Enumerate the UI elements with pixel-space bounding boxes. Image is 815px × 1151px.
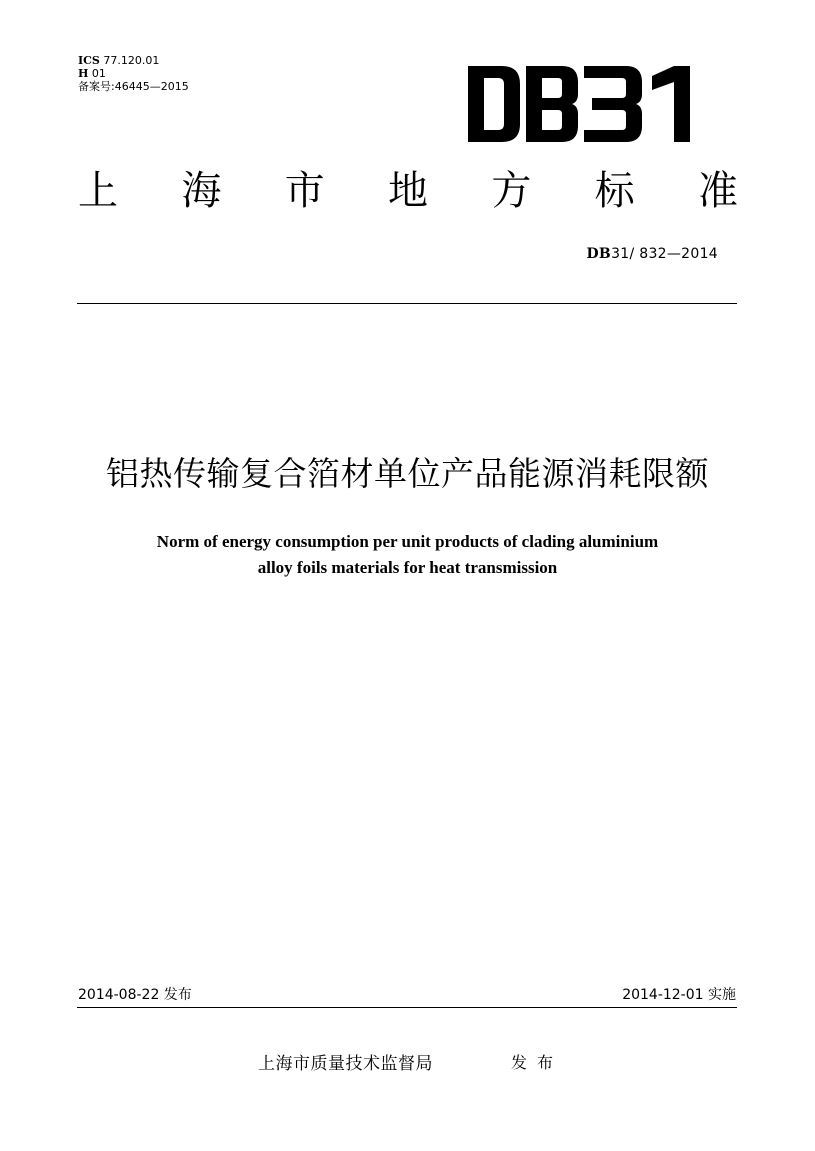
standard-type-char: 上 [78,168,118,214]
record-value: :46445—2015 [111,80,189,93]
class-code: 01 [91,67,106,80]
standard-type-char: 标 [594,168,635,214]
chinese-title: 铝热传输复合箔材单位产品能源消耗限额 [106,454,709,493]
publisher-name: 上海市质量技术监督局 [258,1054,433,1074]
english-title-line-1: Norm of energy consumption per unit products of clading aluminium [156,532,659,551]
record-line [78,80,189,93]
issue-date: 2014-08-22 发布 [78,987,192,1003]
standard-type-char: 方 [491,168,532,214]
implementation-date: 2014-12-01 实施 [622,987,736,1003]
logo-letter-b [526,66,578,142]
standard-number-rest: 31/ 832—2014 [611,246,718,262]
header-meta [78,54,189,93]
ics-label: ICS [78,54,100,67]
top-divider [77,303,737,304]
english-title-line-2: alloy foils materials for heat transmission [257,558,558,577]
standard-type-char: 海 [181,168,222,214]
publish-word: 发布 [511,1053,564,1072]
class-line [78,67,189,80]
standard-type-char: 准 [697,168,738,214]
bottom-divider [77,1007,737,1008]
logo-digit-1 [652,66,690,142]
db31-logo [468,66,692,142]
logo-letter-d [468,66,520,142]
standard-type-heading [78,166,738,216]
ics-code: 77.120.01 [103,54,160,67]
standard-type-char: 地 [387,168,428,214]
english-title [0,529,815,581]
record-label: 备案号 [78,80,111,93]
logo-digit-3 [584,66,642,142]
ics-line [78,54,189,67]
class-label: H [78,67,89,80]
standard-number-prefix: DB [586,246,612,262]
standard-type-char: 市 [284,168,325,214]
standard-number [586,246,718,262]
